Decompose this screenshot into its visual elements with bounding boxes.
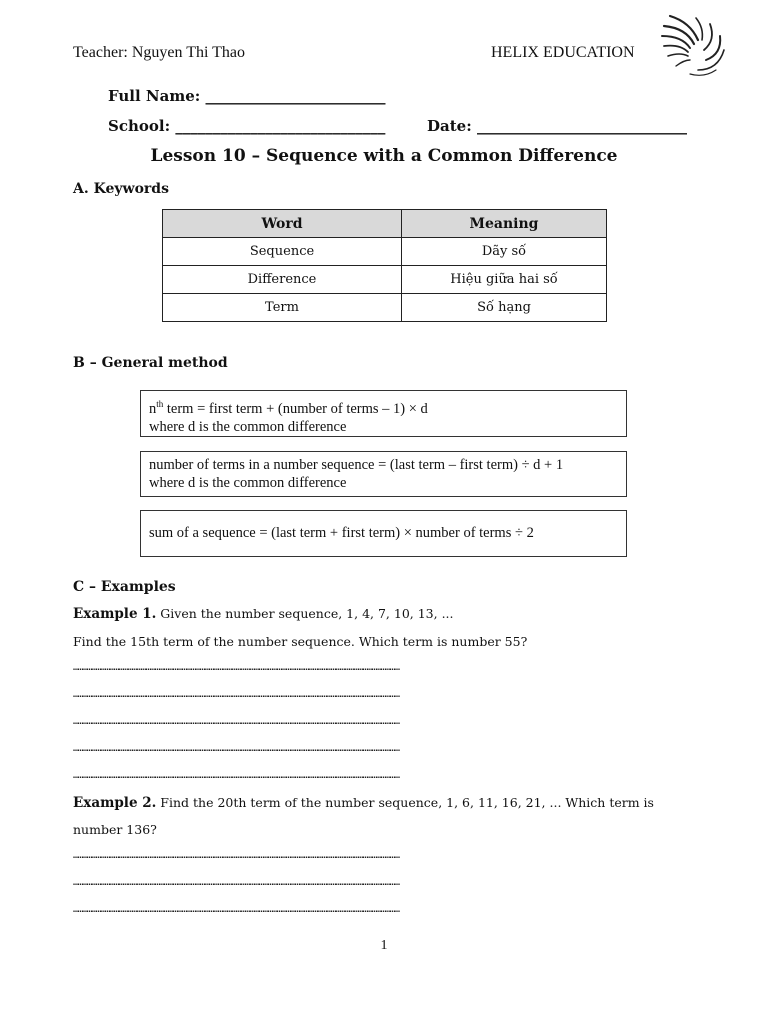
- table-row: [163, 294, 607, 322]
- table-row: [163, 266, 607, 294]
- meaning-cell: Dãy số: [402, 238, 607, 266]
- keywords-table: [162, 209, 607, 322]
- table-header-row: [163, 210, 607, 238]
- answer-line[interactable]: ………………………………………………………………………………………………………………………………………………………………………………………………: [73, 662, 399, 673]
- answer-line[interactable]: ………………………………………………………………………………………………………………………………………………………………………………………………: [73, 770, 399, 781]
- answer-line[interactable]: ………………………………………………………………………………………………………………………………………………………………………………………………: [73, 904, 399, 915]
- example-2-prompt: Example 2. Find the 20th term of the number sequence, 1, 6, 11, 16, 21, ... Which term is: [73, 795, 654, 811]
- column-header-word: Word: [163, 210, 402, 238]
- full-name-field[interactable]: Full Name: ________________________: [108, 87, 386, 105]
- formula-line: where d is the common difference: [149, 418, 347, 435]
- formula-line: number of terms in a number sequence = (last term – first term) ÷ d + 1: [149, 457, 564, 473]
- word-cell: Term: [163, 294, 402, 322]
- lesson-title: Lesson 10 – Sequence with a Common Difference: [150, 146, 618, 166]
- example-2-prompt-continued: number 136?: [73, 822, 157, 837]
- meaning-cell: Hiệu giữa hai số: [402, 266, 607, 294]
- method-heading: B – General method: [73, 355, 228, 371]
- teacher-name: Teacher: Nguyen Thi Thao: [73, 44, 246, 61]
- answer-line[interactable]: ………………………………………………………………………………………………………………………………………………………………………………………………: [73, 689, 399, 700]
- example-1-prompt: Example 1. Given the number sequence, 1, 4, 7, 10, 13, ...: [73, 606, 454, 622]
- table-row: [163, 238, 607, 266]
- formula-box-sum: [140, 510, 627, 557]
- examples-heading: C – Examples: [73, 579, 176, 595]
- word-cell: Difference: [163, 266, 402, 294]
- answer-line[interactable]: ………………………………………………………………………………………………………………………………………………………………………………………………: [73, 850, 399, 861]
- school-field[interactable]: School: ____________________________: [108, 117, 386, 135]
- answer-line[interactable]: ………………………………………………………………………………………………………………………………………………………………………………………………: [73, 877, 399, 888]
- meaning-cell: Số hạng: [402, 294, 607, 322]
- column-header-meaning: Meaning: [402, 210, 607, 238]
- formula-box-number-of-terms: [140, 451, 627, 497]
- formula-box-nth-term: [140, 390, 627, 437]
- word-cell: Sequence: [163, 238, 402, 266]
- answer-line[interactable]: ………………………………………………………………………………………………………………………………………………………………………………………………: [73, 716, 399, 727]
- formula-line: where d is the common difference: [149, 475, 347, 491]
- answer-line[interactable]: ………………………………………………………………………………………………………………………………………………………………………………………………: [73, 743, 399, 754]
- formula-line: sum of a sequence = (last term + first term) × number of terms ÷ 2: [149, 525, 534, 541]
- helix-logo-icon: [660, 10, 732, 82]
- page-number: 1: [380, 938, 388, 953]
- example-1-question: Find the 15th term of the number sequence. Which term is number 55?: [73, 634, 528, 649]
- keywords-heading: A. Keywords: [73, 181, 169, 197]
- formula-line: $n^{th}$ term = first term + (number of terms – 1) × d: [149, 399, 428, 417]
- date-field[interactable]: Date: ____________________________: [427, 117, 687, 135]
- organization-name: HELIX EDUCATION: [491, 44, 635, 61]
